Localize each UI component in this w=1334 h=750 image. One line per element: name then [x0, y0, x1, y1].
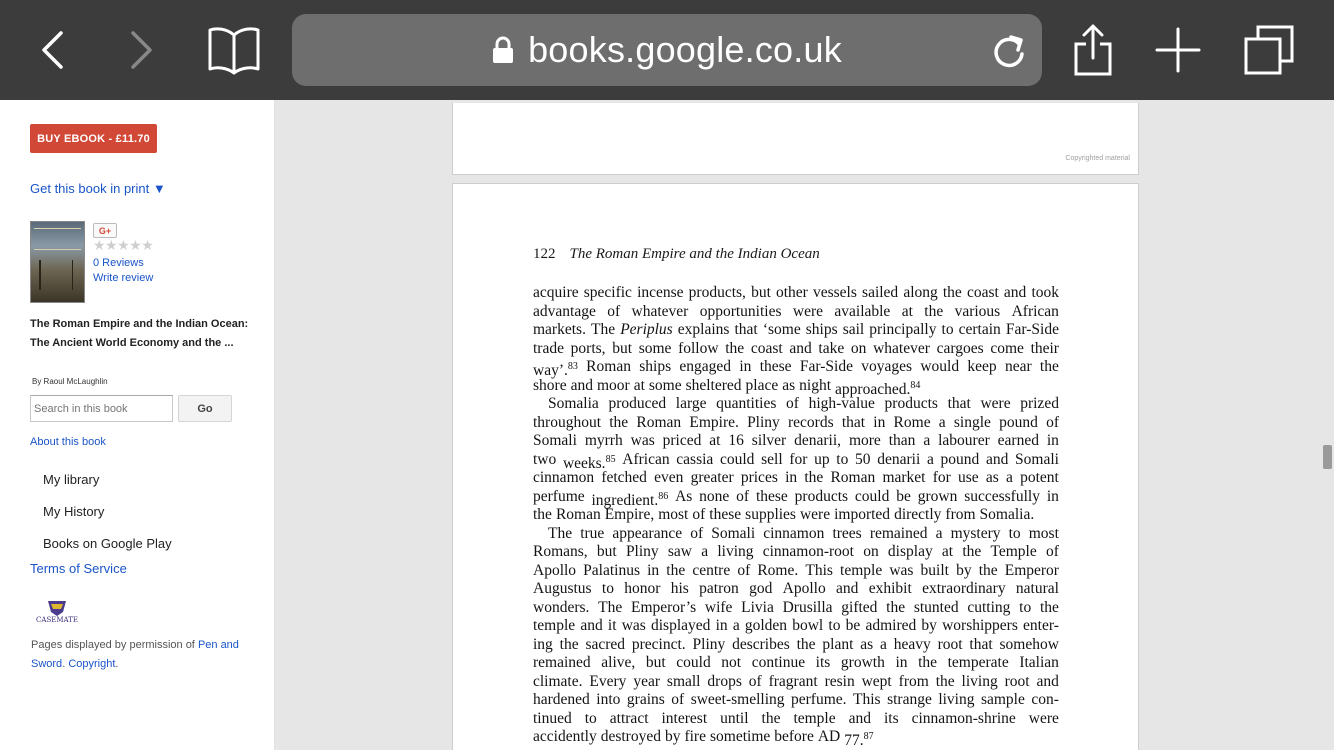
text-line: Augustus to honor his patron god Apollo and exhibit extraordinary natural [533, 580, 1059, 597]
text-line: way’.$^{83}$ Roman ships engaged in these Far-Side voyages would keep near the [533, 358, 1059, 380]
reload-icon [992, 28, 1026, 72]
share-icon [1072, 22, 1114, 78]
text-line: advantage of whatever opportunities were available at the various African [533, 302, 1059, 320]
write-review-link[interactable]: Write review [93, 272, 154, 284]
publisher-logo[interactable]: CASEMATE [34, 598, 80, 626]
page-text [533, 284, 1059, 750]
text-line: temple and it was displayed in a golden bowl to be admired by worshippers enter- [533, 617, 1059, 634]
text-line: perfume ingredient.$^{86}$ As none of these products could be grown successfully in [533, 487, 1059, 509]
search-in-book-input[interactable] [30, 395, 173, 422]
page-number: 122 [533, 246, 556, 262]
url-text: books.google.co.uk [528, 29, 842, 70]
previous-page [452, 103, 1139, 175]
plus-icon [1155, 27, 1201, 73]
running-title: The Roman Empire and the Indian Ocean [569, 246, 820, 262]
text-line: remained alive, but could not continue its growth in the temperate Italian [533, 654, 1059, 671]
book-cover-image[interactable] [30, 221, 85, 303]
book-title: The Roman Empire and the Indian Ocean: The Ancient World Economy and the ... [30, 318, 249, 349]
text-line: tinued to attract interest until the temple and its cinnamon-shrine were [533, 709, 1059, 727]
text-line: trade ports, but some follow the coast and take on whatever cargoes come their [533, 339, 1059, 357]
chevron-left-icon [39, 30, 65, 70]
text-line: Somalia produced large quantities of high-value products that were prized [548, 395, 1059, 412]
chevron-right-icon [129, 30, 155, 70]
text-line: The true appearance of Somali cinnamon trees remained a mystery to most [548, 524, 1059, 542]
buy-ebook-button[interactable]: BUY EBOOK - £11.70 [30, 124, 157, 153]
text-line: acquire specific incense products, but other vessels sailed along the coast and took [533, 284, 1059, 301]
back-button[interactable] [30, 0, 74, 100]
nav-my-history[interactable]: My History [43, 504, 105, 519]
text-line: Apollo Palatinus in the centre of Rome. This temple was built by the Emperor [533, 561, 1059, 579]
copyright-link[interactable]: Copyright [68, 658, 116, 670]
book-sidebar [0, 100, 275, 750]
text-line: markets. The Periplus explains that ‘some ships sail principally to certain Far-Side [533, 321, 1059, 338]
share-button[interactable] [1070, 0, 1116, 100]
get-book-in-print-link[interactable]: Get this book in print ▼ [30, 181, 166, 196]
current-page [452, 183, 1139, 750]
reload-button[interactable] [992, 28, 1026, 77]
text-line: Somali myrrh was priced at 16 silver denarii, more than a labourer earned in [533, 432, 1059, 449]
text-line: shore and moor at some sheltered place as night approached.$^{84}$ [533, 376, 921, 398]
text-line: climate. Every year small drops of fragrant resin wept from the living root and [533, 672, 1059, 690]
book-author: By Raoul McLaughlin [32, 377, 108, 386]
publisher-crest-icon [34, 598, 80, 618]
bookmarks-button[interactable] [204, 0, 264, 100]
text-line: the Roman Empire, most of these supplies were imported directly from Somalia. [533, 506, 1035, 523]
browser-toolbar [0, 0, 1334, 100]
permission-note: Pages displayed by permission of Pen and Sword. Copyright. [31, 639, 239, 670]
lock-icon [492, 36, 514, 64]
open-book-icon [206, 25, 262, 75]
google-plus-button[interactable]: G+ [93, 223, 117, 238]
book-viewer[interactable] [275, 100, 1334, 750]
text-line: two weeks.$^{85}$ African cassia could sell for up to 50 denarii a pound and Somali [533, 450, 1059, 472]
copyrighted-material-note: Copyrighted material [1065, 155, 1130, 162]
running-head [533, 246, 820, 263]
nav-books-on-google-play[interactable]: Books on Google Play [43, 536, 172, 551]
rating-stars: ★★★★★ [93, 237, 154, 253]
new-tab-button[interactable] [1154, 0, 1202, 100]
text-line: wonders. The Emperor’s wife Livia Drusilla gifted the stunted cutting to the [533, 598, 1059, 616]
reviews-link[interactable]: 0 Reviews [93, 257, 144, 269]
about-this-book-link[interactable]: About this book [30, 436, 106, 448]
terms-of-service-link[interactable]: Terms of Service [30, 561, 127, 576]
search-go-button[interactable]: Go [178, 395, 232, 422]
text-line: accidently destroyed by fire sometime before AD 77.87 [533, 728, 874, 750]
tabs-button[interactable] [1242, 0, 1296, 100]
text-line: throughout the Roman Empire. Pliny records that in Rome a single pound of [533, 413, 1059, 431]
text-line: Romans, but Pliny saw a living cinnamon-root on display at the Temple of [533, 543, 1059, 560]
text-line: hardened into grains of sweet-smelling perfume. This strange living sample con- [533, 691, 1059, 708]
tabs-icon [1243, 24, 1295, 76]
text-line: ing the sacred precinct. Pliny describes the plant as a heavy root that somehow [533, 635, 1059, 653]
nav-my-library[interactable]: My library [43, 472, 100, 487]
forward-button[interactable] [120, 0, 164, 100]
publisher-link[interactable]: Pen and Sword [31, 639, 239, 670]
scrollbar-thumb[interactable] [1323, 445, 1332, 469]
address-bar[interactable] [292, 14, 1042, 86]
text-line: cinnamon fetched even greater prices in the Roman market for use as a potent [533, 469, 1059, 486]
